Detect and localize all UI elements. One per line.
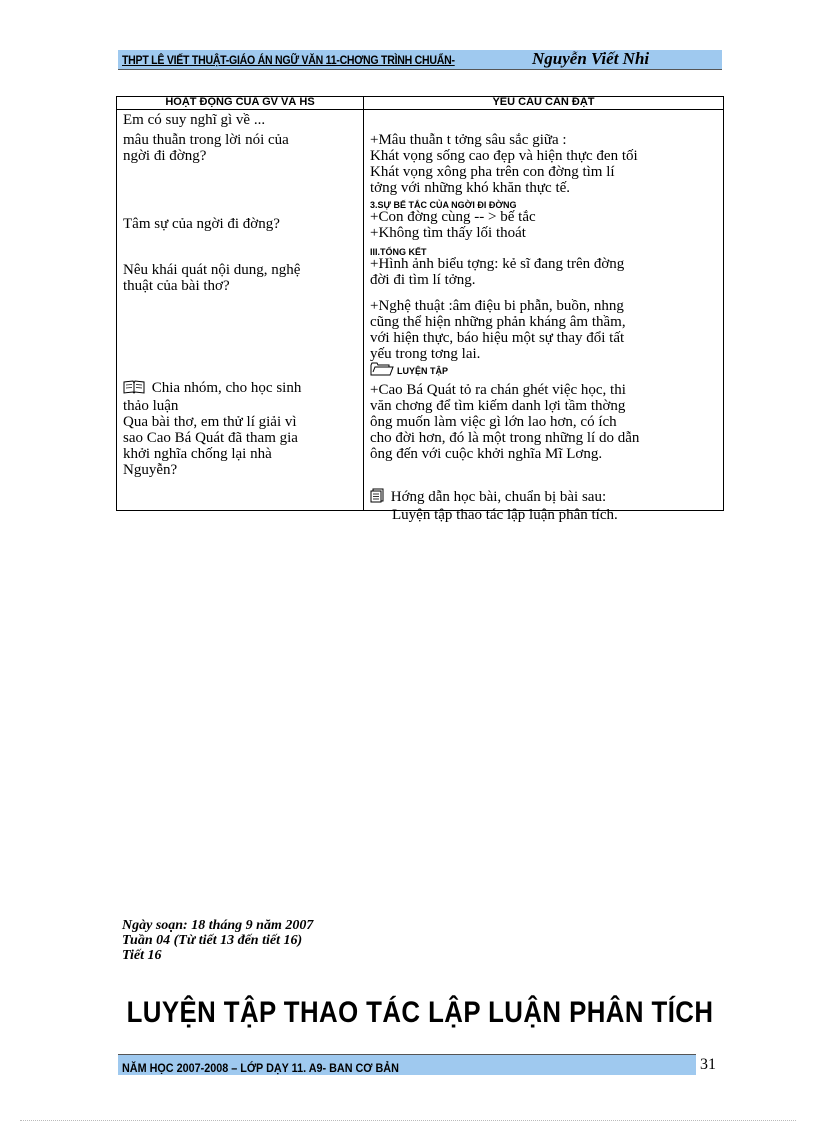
symbol-paragraph: +Hình ảnh biểu tợng: kẻ sĩ đang trên đờng đời đi tìm lí tởng. [370,256,625,288]
page-number: 31 [700,1056,716,1073]
section-heading-practice: LUYỆN TẬP [370,362,448,380]
activities-cell [117,110,364,511]
period-info: Tiết 16 [122,948,162,963]
header-author: Nguyễn Viết Nhi [532,50,650,68]
week-info: Tuần 04 (Từ tiết 13 đến tiết 16) [122,933,303,948]
question-4: Chia nhóm, cho học sinh thảo luận Qua bài thơ, em thử lí giải vì sao Cao Bá Quát đã tham gia khởi nghĩa chống lại nhà Nguyễn? [123,380,302,478]
question-1: Em có suy nghĩ gì về ... mâu thuẫn trong lời nói của ngời đi đờng? [123,112,289,164]
question-3: Nêu khái quát nội dung, nghệ thuật của bài thơ? [123,262,301,294]
column-header-activities: HOẠT ĐỘNG CỦA GV VÀ HS [117,97,364,110]
contradiction-paragraph: +Mâu thuẫn t tởng sâu sắc giữa : Khát vọng sống cao đẹp và hiện thực đen tối Khát vọng xông pha trên con đờng tìm lí tởng với những khó khăn thực tế. [370,132,638,196]
notes-icon [370,488,384,507]
page-header [118,50,722,70]
lesson-title: LUYỆN TẬP THAO TÁC LẬP LUẬN PHÂN TÍCH [126,996,714,1029]
page-edge-divider [20,1120,796,1121]
preparation-date: Ngày soạn: 18 tháng 9 năm 2007 [122,918,314,933]
art-paragraph: +Nghệ thuật :âm điệu bi phẫn, buồn, nhng cũng thể hiện những phản kháng âm thầm, với hiện thực, báo hiệu một sự thay đổi tất yếu trong tơng lai. [370,298,626,362]
footer-text: NĂM HỌC 2007-2008 – LỚP DẠY 11. A9- BAN CƠ BẢN [122,1061,399,1075]
section-heading-summary: III.TỔNG KẾT [370,247,427,257]
column-header-requirements: YÊU CẦU CẦN ĐẠT [364,97,724,110]
requirements-cell [364,110,724,523]
question-2: Tâm sự của ngời đi đờng? [123,216,280,232]
homework-paragraph: Hớng dẫn học bài, chuẩn bị bài sau: Luyện tập thao tác lập luận phân tích. [370,488,618,523]
header-school-title: THPT LÊ VIẾT THUẬT-GIÁO ÁN NGỮ VĂN 11-CHƠNG TRÌNH CHUẨN- [122,52,455,67]
folder-icon [370,362,394,380]
practice-paragraph: +Cao Bá Quát tỏ ra chán ghét việc học, thi văn chơng để tìm kiếm danh lợi tầm thờng ông muốn làm việc gì lớn lao hơn, có ích cho đời hơn, đó là một trong những lí do dẫn ông đến với cuộc khởi nghĩa Mĩ Lơng. [370,382,640,462]
book-icon [123,380,145,398]
section-heading-deadlock: 3.SỰ BẾ TẮC CỦA NGỜI ĐI ĐỜNG [370,200,517,210]
deadlock-paragraph: +Con đờng cùng -- > bế tắc +Không tìm thấy lối thoát [370,209,536,241]
lesson-table [116,96,724,523]
page-footer [118,1054,696,1075]
